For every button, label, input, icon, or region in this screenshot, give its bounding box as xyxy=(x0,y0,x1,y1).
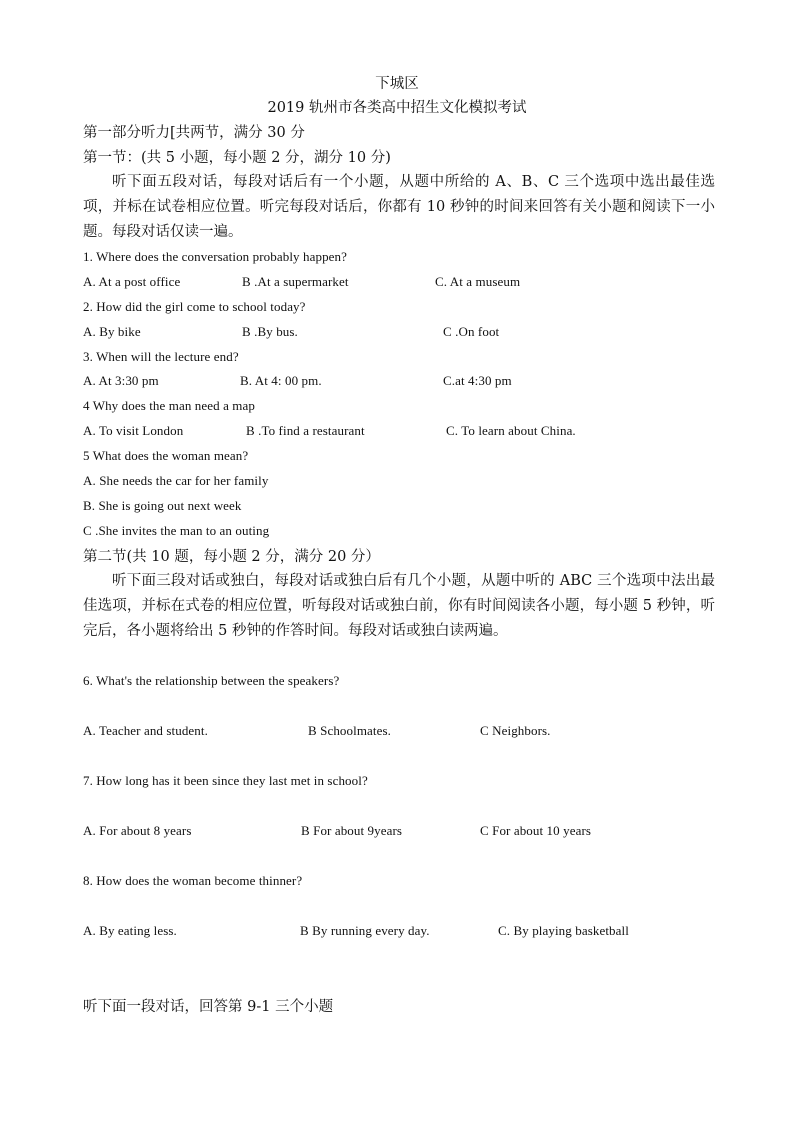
q8-option-a: A. By eating less. xyxy=(83,923,177,938)
q3-option-a: A. At 3:30 pm xyxy=(83,373,159,388)
question-5: 5 What does the woman mean? xyxy=(83,448,249,463)
q4-option-a: A. To visit London xyxy=(83,423,184,438)
q2-option-c: C .On foot xyxy=(443,324,500,339)
question-4: 4 Why does the man need a map xyxy=(83,398,255,413)
question-6: 6. What's the relationship between the speakers? xyxy=(83,673,340,688)
question-1: 1. Where does the conversation probably happen? xyxy=(83,249,348,264)
q1-option-a: A. At a post office xyxy=(83,274,181,289)
q6-option-c: C Neighbors. xyxy=(480,723,551,738)
section1-title: 第一节：(共 5 小题，每小题 2 分，湖分 10 分) xyxy=(83,150,391,166)
q3-option-b: B. At 4: 00 pm. xyxy=(240,373,322,388)
q1-option-c: C. At a museum xyxy=(435,274,521,289)
question-2: 2. How did the girl come to school today? xyxy=(83,299,306,314)
q8-option-b: B By running every day. xyxy=(300,923,430,938)
q2-option-b: B .By bus. xyxy=(242,324,298,339)
question-8: 8. How does the woman become thinner? xyxy=(83,873,303,888)
part1-title: 第一部分听力[共两节，满分 30 分 xyxy=(83,125,305,141)
section2-instructions: 听下面三段对话或独白，每段对话或独白后有几个小题，从题中听的 ABC 三个选项中法出最佳选项，并标在式卷的相应位置，听每段对话或独白前，你有时间阅读各小题，每小题 5 秒钟，听完后，各小题将给出 5 秒钟的作答时间。每段对话或独白读两遍。 xyxy=(83,573,715,639)
q7-option-a: A. For about 8 years xyxy=(83,823,192,838)
q4-option-c: C. To learn about China. xyxy=(446,423,576,438)
exam-title: 2019 轨州市各类高中招生文化模拟考试 xyxy=(267,100,527,116)
q1-option-b: B .At a supermarket xyxy=(242,274,349,289)
q5-option-a: A. She needs the car for her family xyxy=(83,473,269,488)
question-7: 7. How long has it been since they last met in school? xyxy=(83,773,368,788)
next-dialogue-prompt: 听下面一段对话，回答第 9-1 三个小题 xyxy=(83,999,334,1015)
q4-option-b: B .To find a restaurant xyxy=(246,423,365,438)
q2-option-a: A. By bike xyxy=(83,324,141,339)
q5-option-b: B. She is going out next week xyxy=(83,498,242,513)
q3-option-c: C.at 4:30 pm xyxy=(443,373,512,388)
q6-option-a: A. Teacher and student. xyxy=(83,723,208,738)
q7-option-b: B For about 9years xyxy=(301,823,403,838)
q8-option-c: C. By playing basketball xyxy=(498,923,629,938)
district-title: 下城区 xyxy=(375,76,419,92)
section2-title: 第二节(共 10 题，每小题 2 分，满分 20 分） xyxy=(83,549,380,565)
section1-instructions: 听下面五段对话，每段对话后有一个小题，从题中所给的 A、B、C 三个选项中选出最佳选项，并标在试卷相应位置。听完每段对话后，你都有 10 秒钟的时间来回答有关小题和阅读下一小题。每段对话仅读一遍。 xyxy=(83,174,715,240)
q7-option-c: C For about 10 years xyxy=(480,823,592,838)
q6-option-b: B Schoolmates. xyxy=(308,723,392,738)
q5-option-c: C .She invites the man to an outing xyxy=(83,523,270,538)
question-3: 3. When will the lecture end? xyxy=(83,349,239,364)
